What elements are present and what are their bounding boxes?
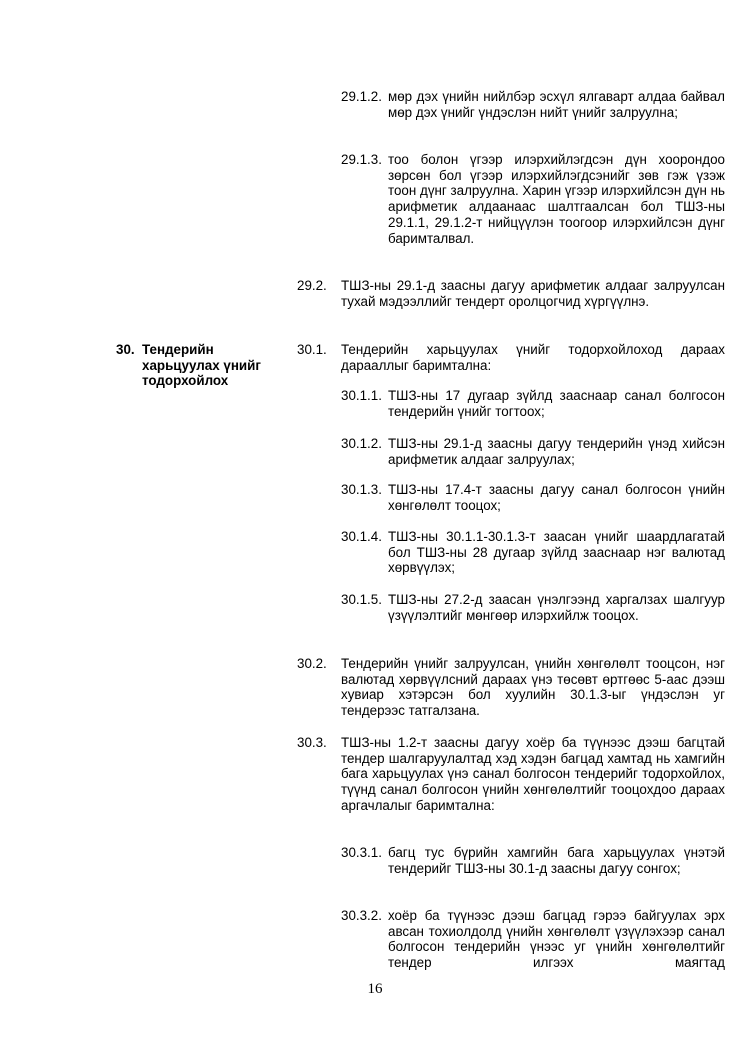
clause-text: ТШЗ-ны 27.2-д заасан үнэлгээнд харгалзах шалгуур үзүүлэлтийг мөнгөөр илэрхийлж тооцох.: [388, 592, 725, 623]
clause-text: Тендерийн үнийг залруулсан, үнийн хөнгөлөлт тооцсон, нэг валютад хөрвүүлсний дараах үнэ төсөвт өртгөөс 5-аас дээш хувиар хэтэрсэн бол хуулийн 30.1.3-ыг үндэслэн уг тендерээс татгалзана.: [341, 656, 725, 719]
clause-30-1: [297, 342, 725, 373]
clause-text: ТШЗ-ны 29.1-д заасны дагуу арифметик алдааг залруулсан тухай мэдээллийг тендерт оролцогчид хүргүүлнэ.: [341, 278, 725, 309]
clause-text: ТШЗ-ны 17 дугаар зүйлд зааснаар санал болгосон тендерийн үнийг тогтоох;: [388, 388, 725, 419]
clause-text: ТШЗ-ны 1.2-т заасны дагуу хоёр ба түүнээс дээш багцтай тендер шалгаруулалтад хэд хэдэн багцад хамтад нь хамгийн бага харьцуулах үнэ санал болгосон тендерийг тодорхойлох, түүнд санал болгосон үнийн хөнгөлөлтийг тооцохдоо дараах аргачлалыг баримтална:: [341, 735, 725, 813]
clause-number: 30.1.2.: [341, 436, 382, 451]
clause-30-1-3: [341, 482, 725, 513]
page-number: 16: [367, 981, 383, 997]
clause-number: 30.2.: [297, 656, 327, 671]
clause-29-1-3: [341, 152, 725, 246]
clause-number: 30.3.1.: [341, 845, 382, 860]
clause-number: 30.3.2.: [341, 908, 382, 923]
clause-30-1-4: [341, 529, 725, 576]
clause-29-1-2: [341, 89, 725, 120]
clause-number: 30.1.4.: [341, 529, 382, 544]
section-title: Тендерийн харьцуулах үнийг тодорхойлох: [142, 342, 261, 389]
clause-30-1-1: [341, 388, 725, 419]
clause-30-3-2: [341, 908, 725, 971]
clause-number: 30.1.1.: [341, 388, 382, 403]
clause-text: Тендерийн харьцуулах үнийг тодорхойлоход дараах дарааллыг баримтална:: [341, 342, 725, 373]
clause-text: ТШЗ-ны 17.4-т заасны дагуу санал болгосон үнийн хөнгөлөлт тооцох;: [388, 482, 725, 513]
clause-30-2: [297, 656, 725, 719]
clause-number: 30.1.3.: [341, 482, 382, 497]
clause-text: ТШЗ-ны 30.1.1-30.1.3-т заасан үнийг шаардлагатай бол ТШЗ-ны 28 дугаар зүйлд зааснаар нэг валютад хөрвүүлэх;: [388, 529, 725, 576]
section-number: 30.: [116, 342, 135, 357]
clause-number: 29.1.2.: [341, 89, 382, 104]
clause-text: багц тус бүрийн хамгийн бага харьцуулах үнэтэй тендерийг ТШЗ-ны 30.1-д заасны дагуу сонгох;: [388, 845, 725, 876]
clause-number: 29.2.: [297, 278, 327, 293]
clause-text: хоёр ба түүнээс дээш багцад гэрээ байгуулах эрх авсан тохиолдолд үнийн хөнгөлөлт үзүүлэхээр санал болгосон тендерийн үнээс уг үнийн хөнгөлөлтийг тендер илгээх маягтад: [388, 908, 725, 971]
clause-30-1-5: [341, 592, 725, 623]
clause-30-3: [297, 735, 725, 814]
clause-number: 30.3.: [297, 735, 327, 750]
clause-text: ТШЗ-ны 29.1-д заасны дагуу тендерийн үнэд хийсэн арифметик алдааг залруулах;: [388, 436, 725, 467]
clause-text: тоо болон үгээр илэрхийлэгдсэн дүн хоорондоо зөрсөн бол үгээр илэрхийлэгдсэнийг зөв гэж үзэж тоон дүнг залруулна. Харин үгээр илэрхийлсэн дүн нь арифметик алдаанаас шалтгаалсан бол ТШЗ-ны 29.1.1, 29.1.2-т нийцүүлэн тоогоор илэрхийлсэн дүнг баримталвал.: [388, 152, 725, 246]
clause-text: мөр дэх үнийн нийлбэр эсхүл ялгаварт алдаа байвал мөр дэх үнийг үндэслэн нийт үнийг залруулна;: [388, 89, 725, 120]
clause-30-1-2: [341, 436, 725, 467]
clause-number: 29.1.3.: [341, 152, 382, 167]
clause-30-3-1: [341, 845, 725, 876]
clause-number: 30.1.: [297, 342, 327, 357]
clause-29-2: [297, 278, 725, 309]
clause-number: 30.1.5.: [341, 592, 382, 607]
